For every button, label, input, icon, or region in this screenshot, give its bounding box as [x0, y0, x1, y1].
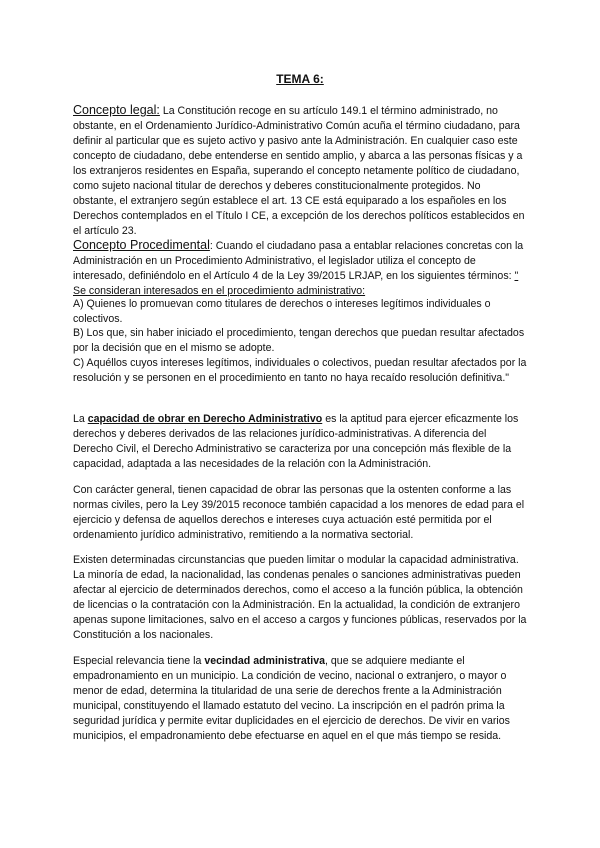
vecindad-term: vecindad administrativa	[204, 655, 326, 667]
item-c: C) Aquéllos cuyos intereses legítimos, individuales o colectivos, puedan resultar afectados por la resolución y se personen en el procedimiento en tanto no haya recaído resolución definitiva."	[73, 357, 527, 384]
vecindad-post: , que se adquiere mediante el empadronamiento en un municipio. La condición de vecino, nacional o extranjero, o mayor o menor de edad, determina la titularidad de una serie de derechos frente a la Administración municipal, constituyendo el llamado estatuto del vecino. La inscripción en el padrón prima la seguridad jurídica y permite evitar duplicidades en el ejercicio de derechos. De vivir en varios municipios, el empadronamiento debe efectuarse en aquel en el que más tiempo se resida.	[73, 655, 510, 742]
concepto-legal-text: La Constitución recoge en su artículo 149.1 el término administrado, no obstante, en el Ordenamiento Jurídico-Administrativo Común acuña el término ciudadano, para definir al particular que es sujeto activo y pasivo ante la Administración. En cualquier caso este concepto de ciudadano, debe entenderse en sentido amplio, y abarca a las personas físicas y a los extranjeros residentes en España, superando el concepto netamente político de ciudadano, como sujeto nacional titular de derechos y deberes constitucionalmente protegidos. No obstante, el extranjero según establece el art. 13 CE está equiparado a los españoles en los Derechos contemplados en el Título I CE, a excepción de los derechos políticos establecidos en el artículo 23.	[73, 105, 525, 237]
paragraph-concepto-legal	[73, 103, 527, 239]
concepto-procedimental-label: Concepto Procedimental	[73, 238, 210, 252]
vecindad-pre: Especial relevancia tiene la	[73, 655, 205, 667]
concepto-legal-label: Concepto legal:	[73, 103, 160, 117]
quote-intro: " Se consideran interesados en el procedimiento administrativo:	[73, 270, 519, 297]
capacidad-post: es la aptitud para ejercer eficazmente los derechos y deberes derivados de las relaciones jurídico-administrativas. A diferencia del Derecho Civil, el Derecho Administrativo se caracteriza por una concepción más flexible de la capacidad, adaptada a las necesidades de la relación con la Administración.	[73, 413, 519, 470]
capacidad-pre: La	[73, 413, 88, 425]
paragraph-vecindad	[73, 654, 527, 744]
concepto-procedimental-text: : Cuando el ciudadano pasa a entablar relaciones concretas con la Administración en un Procedimiento Administrativo, el legislador utiliza el concepto de interesado, definiéndolo en el Artículo 4 de la Ley 39/2015 LRJAP, en los siguientes términos:	[73, 240, 524, 282]
page-title: TEMA 6:	[276, 72, 324, 86]
paragraph-capacidad-general: Con carácter general, tienen capacidad de obrar las personas que la ostenten conforme a las normas civiles, pero la Ley 39/2015 reconoce también capacidad a los menores de edad para el ejercicio y defensa de aquellos derechos e intereses cuya actuación esté permitida por el ordenamiento jurídico administrativo, remitiendo a la normativa sectorial.	[73, 484, 525, 541]
capacidad-term: capacidad de obrar en Derecho Administrativo	[87, 413, 323, 425]
paragraph-limitaciones: Existen determinadas circunstancias que pueden limitar o modular la capacidad administrativa. La minoría de edad, la nacionalidad, las condenas penales o sanciones administrativas pueden afectar al ejercicio de determinados derechos, como el acceso a la función pública, la obtención de licencias o la contratación con la Administración. En la actualidad, la condición de extranjero apenas supone limitaciones, salvo en el acceso a cargos y funciones públicas, reservados por la Constitución a los nacionales.	[73, 554, 527, 641]
paragraph-concepto-procedimental	[73, 238, 527, 299]
item-a: A) Quienes lo promuevan como titulares de derechos o intereses legítimos individuales o colectivos.	[73, 298, 491, 325]
paragraph-capacidad-obrar	[73, 412, 527, 472]
item-b: B) Los que, sin haber iniciado el procedimiento, tengan derechos que puedan resultar afectados por la decisión que en el mismo se adopte.	[73, 327, 525, 354]
